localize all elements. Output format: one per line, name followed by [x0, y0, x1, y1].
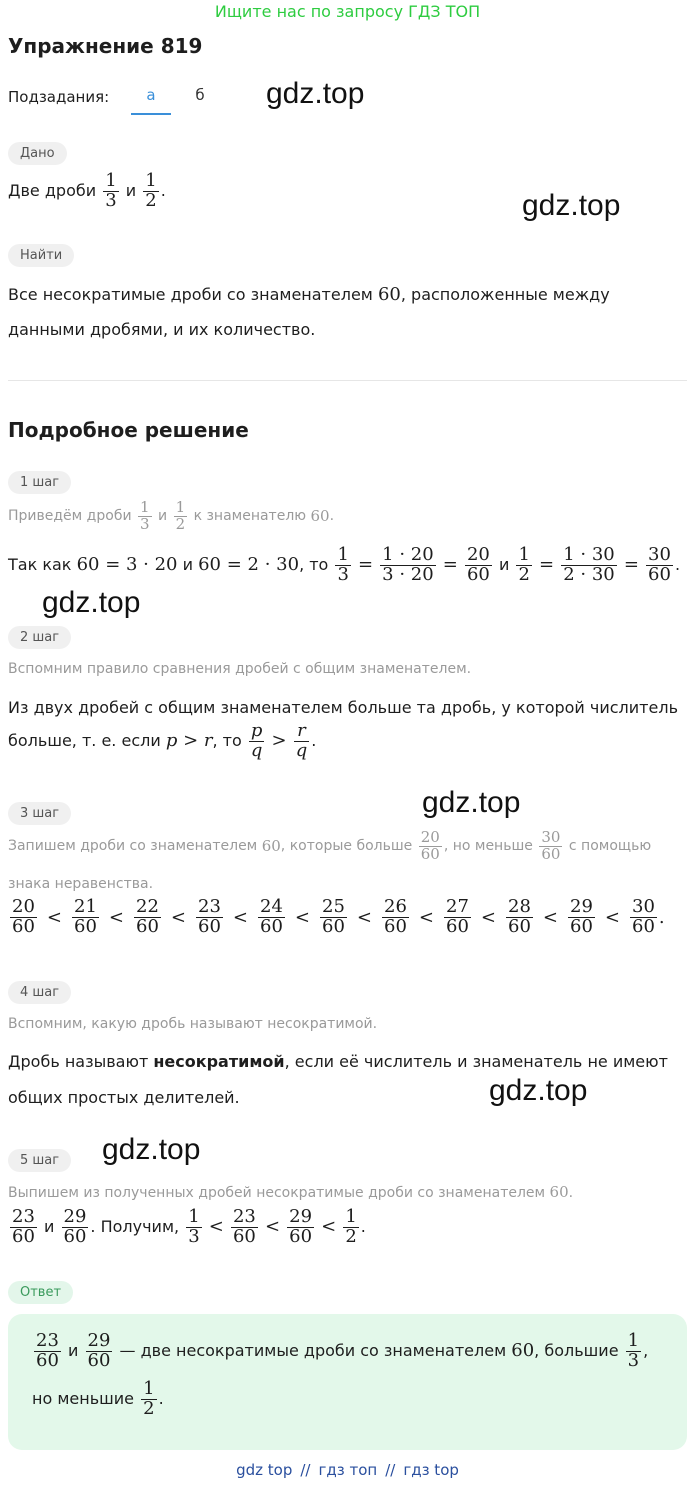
footer-links: gdz top // гдз топ // гдз top	[236, 1461, 459, 1479]
find-pill: Найти	[8, 244, 74, 267]
fraction: $\frac{r}{q}$	[295, 720, 308, 761]
fraction: $\frac{1}{3}$	[337, 544, 349, 585]
fraction: $\frac{26}{60}$	[384, 896, 407, 937]
answer-line-2: но меньшие $\frac{1}{2}$ .	[32, 1378, 164, 1419]
step-4-line-1: Дробь называют несократимой, если её числитель и знаменатель не имеют	[8, 1052, 668, 1071]
fraction: $\frac{30}{60}$	[541, 828, 561, 863]
less-than-sign: <	[604, 906, 620, 928]
fraction: $\frac{20}{60}$	[12, 896, 35, 937]
search-banner[interactable]: Ищите нас по запросу ГДЗ ТОП	[214, 2, 481, 21]
page-title: Упражнение 819	[8, 34, 203, 58]
watermark: gdz.top	[489, 1074, 588, 1107]
step-2-line-1: Из двух дробей с общим знаменателем больше та дробь, у которой числитель	[8, 698, 678, 717]
fraction: $\frac{20}{60}$	[466, 544, 490, 585]
solution-title: Подробное решение	[8, 418, 249, 442]
fraction: $\frac{1}{2}$	[143, 1378, 155, 1419]
step-pill: 3 шаг	[8, 802, 71, 825]
fraction: $\frac{29}{60}$	[63, 1206, 87, 1247]
step-1-line: Так как 60 = 3 · 20 и 60 = 2 · 30 , то $\frac{1}{3}$ = $\frac{1 \cdot 20}{3 \cdot 20}$ = $\frac{20}{60}$ и $\frac{1}{2}$ = $\frac{1 \cdot 30}{2 \cdot 30}$ = $\frac{30}{60}$ .	[8, 544, 681, 585]
footer-link[interactable]: гдз top	[403, 1461, 459, 1479]
watermark: gdz.top	[102, 1133, 201, 1166]
fraction: $\frac{1}{3}$	[105, 170, 117, 211]
find-line-2: данными дробями, и их количество.	[8, 320, 316, 339]
step-2-line-2: больше, т. е. если p > r , то $\frac{p}{q}$ > $\frac{r}{q}$ .	[8, 720, 317, 761]
fraction: $\frac{27}{60}$	[446, 896, 469, 937]
given-text: Две дроби $\frac{1}{3}$ и $\frac{1}{2}$ .	[8, 170, 166, 211]
fraction: $\frac{p}{q}$	[250, 720, 263, 761]
fraction: $\frac{29}{60}$	[289, 1206, 313, 1247]
fraction: $\frac{1 \cdot 30}{2 \cdot 30}$	[563, 544, 615, 585]
fraction: $\frac{30}{60}$	[632, 896, 655, 937]
step-4-line-2: общих простых делителей.	[8, 1088, 240, 1107]
watermark: gdz.top	[42, 586, 141, 619]
divider	[8, 380, 687, 381]
step-3-hint: Запишем дроби со знаменателем 60 , которые больше $\frac{20}{60}$ , но меньше $\frac{30}{60}$ с помощью	[8, 828, 652, 863]
footer-link[interactable]: гдз топ	[318, 1461, 378, 1479]
fraction: $\frac{24}{60}$	[260, 896, 283, 937]
fraction: $\frac{23}{60}$	[12, 1206, 35, 1247]
less-than-sign: <	[46, 906, 62, 928]
watermark: gdz.top	[266, 77, 365, 110]
fraction: $\frac{29}{60}$	[87, 1330, 111, 1371]
tab-a[interactable]: а	[131, 86, 171, 115]
less-than-sign: <	[542, 906, 558, 928]
fraction: $\frac{23}{60}$	[232, 1206, 256, 1247]
fraction: $\frac{29}{60}$	[570, 896, 593, 937]
less-than-sign: <	[232, 906, 248, 928]
step-pill: 5 шаг	[8, 1149, 71, 1172]
fraction: $\frac{1 \cdot 20}{3 \cdot 20}$	[382, 544, 434, 585]
inequality-chain	[8, 898, 665, 937]
fraction: $\frac{1}{2}$	[145, 170, 157, 211]
fraction: $\frac{20}{60}$	[420, 828, 440, 863]
fraction: $\frac{28}{60}$	[508, 896, 531, 937]
fraction: $\frac{1}{3}$	[140, 498, 150, 533]
watermark: gdz.top	[422, 786, 521, 819]
step-1-hint: Приведём дроби $\frac{1}{3}$ и $\frac{1}{2}$ к знаменателю 60 .	[8, 498, 335, 533]
tab-b[interactable]: б	[195, 86, 205, 104]
given-pill: Дано	[8, 142, 67, 165]
answer-line-1: $\frac{23}{60}$ и $\frac{29}{60}$ — две несократимые дроби со знаменателем 60 , большие $\frac{1}{3}$ ,	[36, 1330, 649, 1371]
step-4-hint: Вспомним, какую дробь называют несократимой.	[8, 1016, 378, 1032]
fraction: $\frac{22}{60}$	[136, 896, 159, 937]
step-5-line: $\frac{23}{60}$ и $\frac{29}{60}$ . Получим, $\frac{1}{3}$ < $\frac{23}{60}$ < $\frac{29}{60}$ < $\frac{1}{2}$ .	[12, 1206, 366, 1247]
fraction: $\frac{30}{60}$	[648, 544, 671, 585]
fraction: $\frac{1}{2}$	[175, 498, 186, 533]
less-than-sign: <	[418, 906, 434, 928]
footer-link[interactable]: gdz top	[236, 1461, 293, 1479]
subtasks-label: Подзадания:	[8, 88, 110, 106]
less-than-sign: <	[294, 906, 310, 928]
answer-pill: Ответ	[8, 1281, 73, 1304]
step-3-hint-line-2: знака неравенства.	[8, 876, 154, 892]
watermark: gdz.top	[522, 189, 621, 222]
step-2-hint: Вспомним правило сравнения дробей с общим знаменателем.	[8, 661, 472, 677]
find-line-1: Все несократимые дроби со знаменателем 60 , расположенные между	[8, 284, 610, 305]
fraction: $\frac{1}{2}$	[345, 1206, 357, 1247]
step-5-hint: Выпишем из полученных дробей несократимые дроби со знаменателем 60.	[8, 1183, 574, 1201]
fraction: $\frac{1}{3}$	[188, 1206, 200, 1247]
less-than-sign: <	[108, 906, 124, 928]
step-pill: 1 шаг	[8, 471, 71, 494]
fraction: $\frac{1}{2}$	[518, 544, 530, 585]
fraction: $\frac{23}{60}$	[36, 1330, 59, 1371]
less-than-sign: <	[170, 906, 186, 928]
period: .	[658, 906, 665, 928]
less-than-sign: <	[480, 906, 496, 928]
fraction: $\frac{1}{3}$	[627, 1330, 640, 1371]
less-than-sign: <	[356, 906, 372, 928]
fraction: $\frac{21}{60}$	[74, 896, 97, 937]
step-pill: 2 шаг	[8, 626, 71, 649]
fraction: $\frac{23}{60}$	[198, 896, 221, 937]
step-pill: 4 шаг	[8, 981, 71, 1004]
fraction: $\frac{25}{60}$	[322, 896, 345, 937]
